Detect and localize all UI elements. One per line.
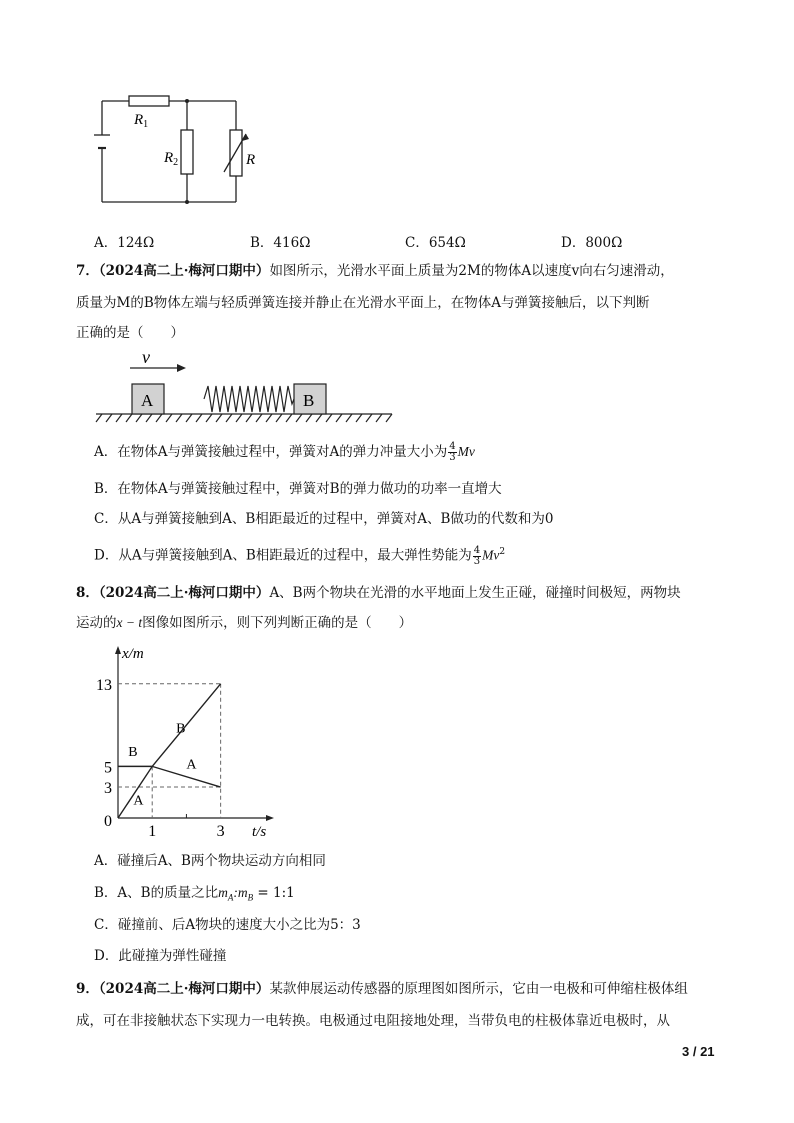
r2-label: $R_2$	[164, 150, 179, 168]
circuit-diagram	[96, 90, 266, 212]
x-axis-label: t/s	[252, 824, 267, 840]
x-t-graph	[96, 640, 300, 840]
block-a-label: A	[141, 391, 154, 410]
y-tick-label: 5	[104, 759, 112, 777]
q7-stem-line1: 7．（2024高二上·梅河口期中）如图所示，光滑水平面上质量为2M的物体A以速度v向右匀速滑动，	[76, 263, 674, 279]
q7-option-b: B．在物体A与弹簧接触过程中，弹簧对B的弹力做功的功率一直增大	[94, 481, 502, 497]
q7-option-d: D．从A与弹簧接触到A、B相距最近的过程中，最大弹性势能为 $\frac{4}{3}$ Mv$^2$	[94, 544, 506, 567]
q8-option-b: B．A、B的质量之比$m_A:m_B$ = 1:1	[94, 885, 295, 903]
q6-option-a: A．124Ω	[94, 235, 155, 251]
fraction: $\frac{4}{3}$	[473, 544, 481, 567]
y-tick-label: 13	[96, 676, 112, 694]
segment-label: A	[186, 757, 197, 773]
q9-stem-line1: 9．（2024高二上·梅河口期中）某款伸展运动传感器的原理图如图所示，它由一电极和可伸缩柱极体组	[76, 981, 688, 997]
r1-label: $R_1$	[134, 112, 149, 130]
fraction: $\frac{4}{3}$	[449, 441, 456, 463]
series-line-a	[118, 766, 221, 818]
q8-source: （2024高二上·梅河口期中）	[98, 585, 270, 601]
block-b-label: B	[303, 391, 315, 410]
q9-number: 9．	[76, 981, 99, 997]
q7-option-c: C．从A与弹簧接触到A、B相距最近的过程中，弹簧对A、B做功的代数和为0	[94, 511, 554, 527]
q6-option-d: D．800Ω	[561, 235, 623, 251]
y-tick-label: 3	[104, 780, 112, 798]
q8-stem-line1: 8．（2024高二上·梅河口期中）A、B两个物块在光滑的水平地面上发生正碰，碰撞时间极短，两物块	[76, 585, 681, 601]
q9-source: （2024高二上·梅河口期中）	[98, 981, 270, 997]
y-axis-label: x/m	[122, 646, 144, 662]
q8-number: 8．	[76, 585, 99, 601]
spring-block-figure	[94, 344, 394, 426]
q6-option-b: B．416Ω	[250, 235, 311, 251]
q7-source: （2024高二上·梅河口期中）	[98, 263, 270, 279]
segment-label: B	[176, 721, 186, 737]
q7-number: 7．	[76, 263, 99, 279]
q6-option-c: C．654Ω	[405, 235, 466, 251]
q7-stem-line2: 质量为M的B物体左端与轻质弹簧连接并静止在光滑水平面上，在物体A与弹簧接触后，以下判断	[76, 295, 650, 311]
q9-stem-line2: 成，可在非接触状态下实现力一电转换。电极通过电阻接地处理，当带负电的柱极体靠近电极时，从	[76, 1013, 670, 1029]
x-tick-label: 3	[216, 823, 225, 840]
q8-option-c: C．碰撞前、后A物块的速度大小之比为5：3	[94, 917, 361, 933]
q8-option-a: A．碰撞后A、B两个物块运动方向相同	[94, 853, 326, 869]
x-tick-label: 1	[148, 823, 157, 840]
segment-label: B	[128, 745, 138, 761]
velocity-label: v	[142, 347, 150, 367]
r-label: R	[246, 152, 256, 168]
q7-option-a: A．在物体A与弹簧接触过程中，弹簧对A的弹力冲量大小为 $\frac{4}{3}$ Mv	[94, 441, 475, 463]
q7-stem-line3: 正确的是（ ）	[76, 325, 184, 341]
x-tick-label: 0	[104, 813, 112, 830]
page-number: 3 / 21	[682, 1044, 715, 1059]
y-axis-arrow	[115, 646, 121, 654]
x-axis-arrow	[266, 815, 274, 821]
segment-label: A	[133, 793, 144, 809]
q8-option-d: D．此碰撞为弹性碰撞	[94, 948, 227, 964]
q8-stem-line2: 运动的x − t图像如图所示，则下列判断正确的是（ ）	[76, 615, 413, 631]
